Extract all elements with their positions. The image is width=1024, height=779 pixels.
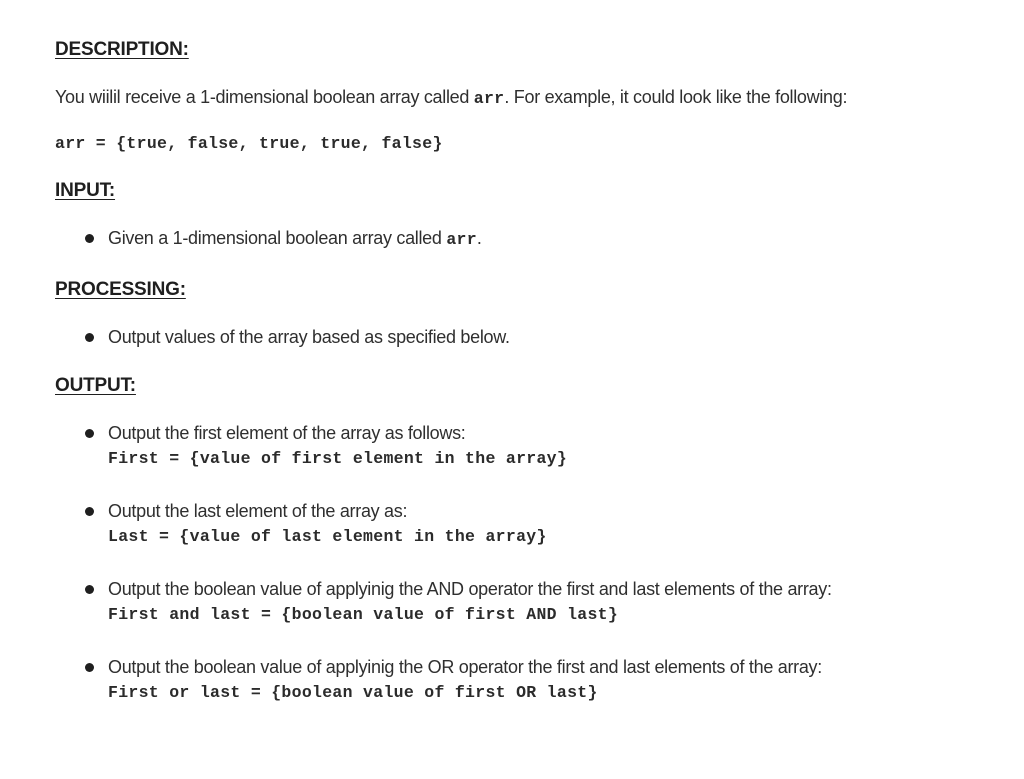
bullet-icon [85, 234, 94, 243]
bullet-icon [85, 663, 94, 672]
processing-list [55, 325, 995, 350]
input-item-text-before: Given a 1-dimensional boolean array called [108, 228, 447, 248]
document-page [55, 36, 995, 705]
output-list-item [85, 421, 995, 471]
description-text-before: You wiilil receive a 1-dimensional boolean array called [55, 87, 474, 107]
bullet-icon [85, 585, 94, 594]
output-item-code: First = {value of first element in the array} [108, 449, 568, 468]
description-text [55, 85, 995, 111]
description-text-after: . For example, it could look like the following: [504, 87, 848, 107]
input-list [55, 226, 995, 252]
output-list-item [85, 577, 995, 627]
output-list-item [85, 499, 995, 549]
processing-list-item [85, 325, 995, 350]
output-item-text: Output the boolean value of applyinig the OR operator the first and last elements of the array: [108, 657, 822, 677]
input-heading: INPUT: [55, 180, 116, 201]
input-list-item [85, 226, 995, 252]
processing-item-text: Output values of the array based as specified below. [108, 327, 510, 347]
input-item-text-after: . [476, 228, 482, 248]
processing-heading: PROCESSING: [55, 279, 186, 300]
input-item-inline-code: arr [446, 230, 477, 249]
output-list [55, 421, 995, 705]
output-list-item [85, 655, 995, 705]
output-item-code: Last = {value of last element in the array} [108, 527, 547, 546]
output-item-text: Output the boolean value of applyinig the AND operator the first and last elements of the array: [108, 579, 832, 599]
output-heading: OUTPUT: [55, 375, 136, 396]
output-item-text: Output the last element of the array as: [108, 501, 408, 521]
bullet-icon [85, 507, 94, 516]
output-item-text: Output the first element of the array as follows: [108, 423, 466, 443]
description-inline-code: arr [473, 89, 505, 108]
bullet-icon [85, 333, 94, 342]
bullet-icon [85, 429, 94, 438]
example-array-code: arr = {true, false, true, true, false} [55, 134, 443, 153]
output-item-code: First or last = {boolean value of first OR last} [108, 683, 598, 702]
output-item-code: First and last = {boolean value of first AND last} [108, 605, 619, 624]
description-heading: DESCRIPTION: [55, 39, 189, 60]
